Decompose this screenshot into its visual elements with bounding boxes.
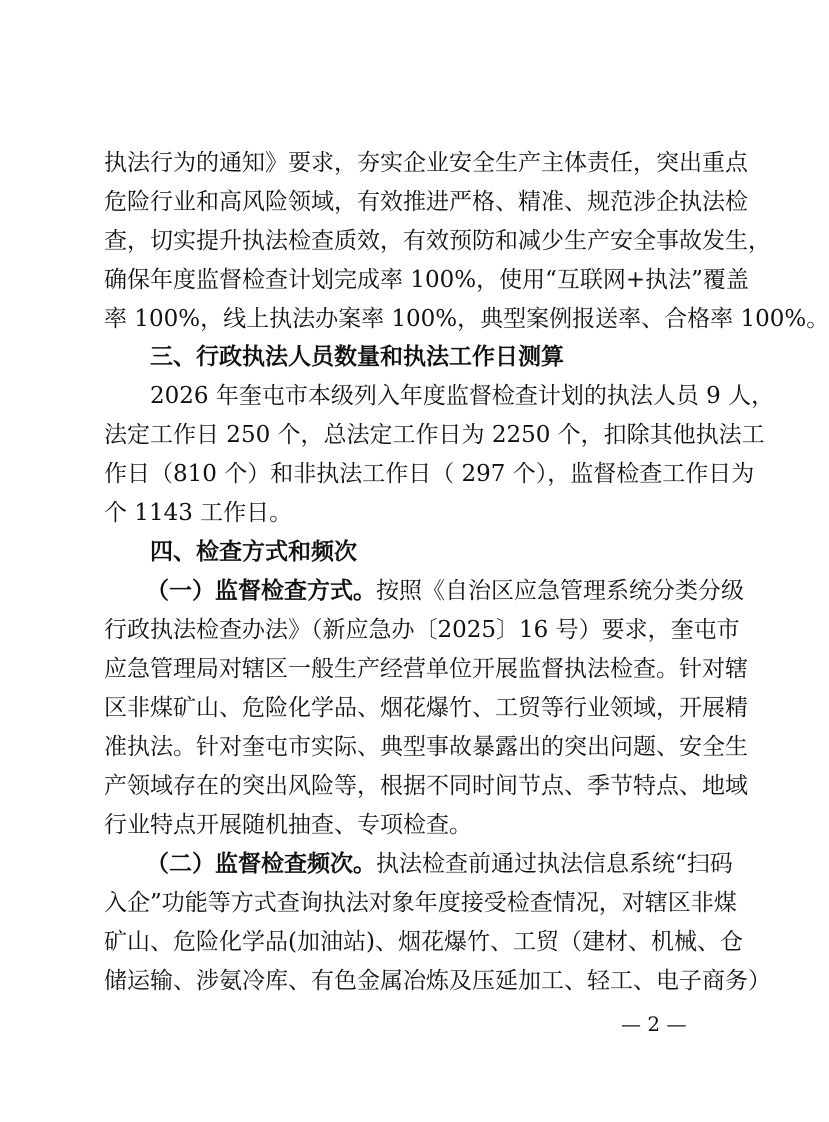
paragraph-line: 入企”功能等方式查询执法对象年度接受检查情况，对辖区非煤 xyxy=(104,890,737,916)
page-number: — 2 — xyxy=(621,1012,687,1036)
paragraph-line: 2026 年奎屯市本级列入年度监督检查计划的执法人员 9 人， xyxy=(150,383,775,409)
paragraph-line: 作日（810 个）和非执法工作日（ 297 个），监督检查工作日为 xyxy=(104,461,755,487)
paragraph-line: 个 1143 工作日。 xyxy=(104,500,293,526)
paragraph-line: 准执法。针对奎屯市实际、典型事故暴露出的突出问题、安全生 xyxy=(104,734,748,760)
subsection-line xyxy=(146,849,733,879)
paragraph-line: 率 100%，线上执法办案率 100%，典型案例报送率、合格率 100%。 xyxy=(104,306,829,332)
paragraph-line: 危险行业和高风险领域，有效推进严格、精准、规范涉企执法检 xyxy=(104,189,748,215)
paragraph-line: 应急管理局对辖区一般生产经营单位开展监督执法检查。针对辖 xyxy=(104,656,748,682)
subsection-label: （二）监督检查频次。 xyxy=(146,851,376,877)
section-heading: 三、行政执法人员数量和执法工作日测算 xyxy=(150,344,564,370)
paragraph-line: 行政执法检查办法》（新应急办〔2025〕16 号）要求，奎屯市 xyxy=(104,617,740,643)
paragraph-line: 区非煤矿山、危险化学品、烟花爆竹、工贸等行业领域，开展精 xyxy=(104,695,748,721)
paragraph-line: 储运输、涉氨冷库、有色金属冶炼及压延加工、轻工、电子商务） xyxy=(104,968,771,994)
section-heading: 四、检查方式和频次 xyxy=(150,539,357,565)
paragraph-line: 执法行为的通知》要求，夯实企业安全生产主体责任，突出重点 xyxy=(104,150,748,176)
paragraph-line: 查，切实提升执法检查质效，有效预防和减少生产安全事故发生， xyxy=(104,228,771,254)
subsection-line xyxy=(146,576,744,606)
paragraph-line: 行业特点开展随机抽查、专项检查。 xyxy=(104,812,472,838)
paragraph-text: 执法检查前通过执法信息系统“扫码 xyxy=(376,851,733,877)
subsection-label: （一）监督检查方式。 xyxy=(146,578,376,604)
paragraph-line: 产领域存在的突出风险等，根据不同时间节点、季节特点、地域 xyxy=(104,773,748,799)
paragraph-line: 法定工作日 250 个，总法定工作日为 2250 个，扣除其他执法工 xyxy=(104,422,765,448)
paragraph-text: 按照《自治区应急管理系统分类分级 xyxy=(376,578,744,604)
paragraph-line: 确保年度监督检查计划完成率 100%，使用“互联网+执法”覆盖 xyxy=(104,267,749,293)
paragraph-line: 矿山、危险化学品(加油站)、烟花爆竹、工贸（建材、机械、仓 xyxy=(104,929,743,955)
